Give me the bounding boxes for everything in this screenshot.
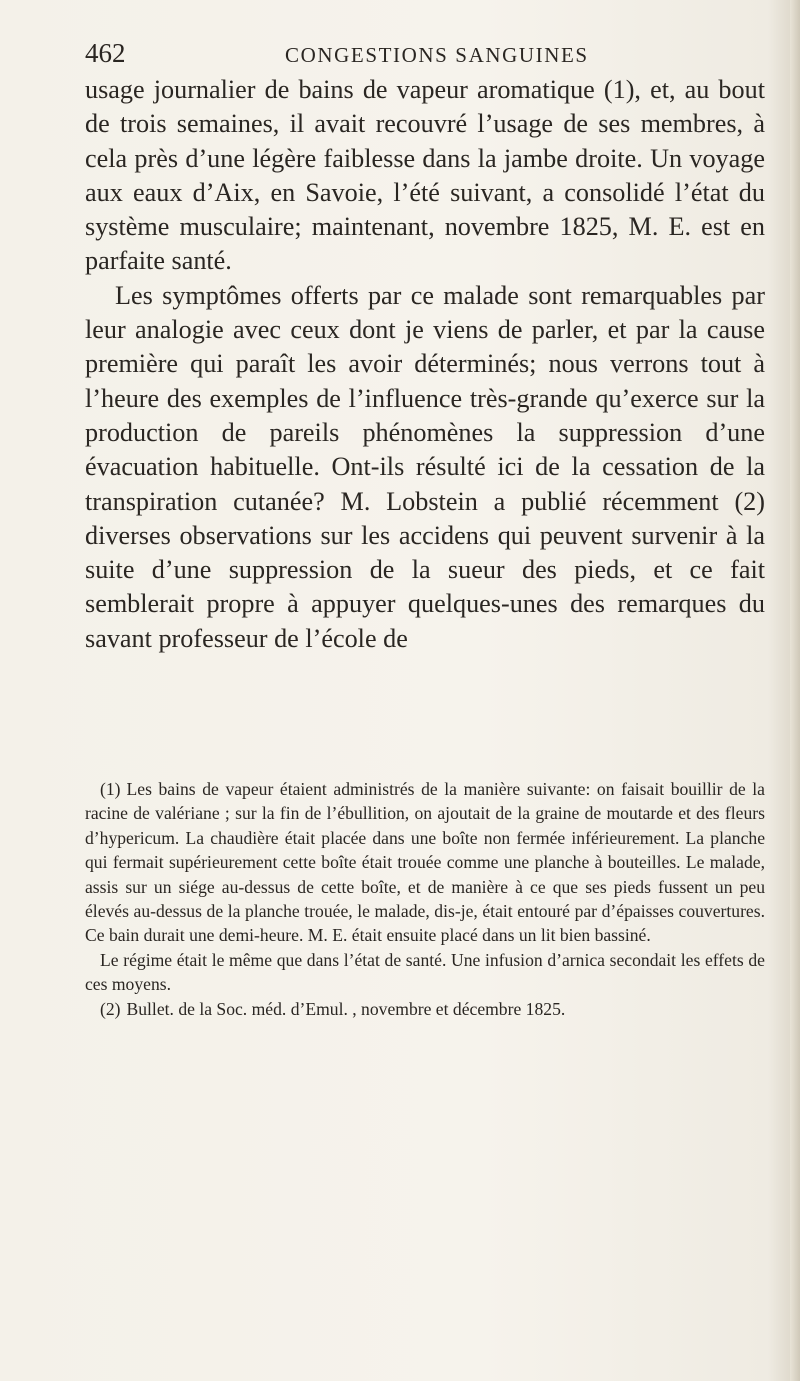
page-number: 462 [85,38,126,68]
footnote-1-text: Les bains de vapeur étaient administrés de la manière suivante: on faisait bouillir de la racine de valériane ; sur la fin de l’ébullition, on ajoutait de la graine de moutarde et des fleurs d’hypericum. La chaudière était placée dans une boîte non fermée inférieurement. La planche qui fermait supérieurement cette boîte était trouée comme une planche à bouteilles. Le malade, assis sur un siége au-dessus de cette boîte, et de manière à ce que ses pieds fussent un peu élevés au-dessus de la planche trouée, le malade, dis-je, était entouré par d’épaisses couvertures. Ce bain durait une demi-heure. M. E. était ensuite placé dans un lit bien bassiné. [85,779,765,946]
paragraph-2: Les symptômes offerts par ce malade sont remarquables par leur analogie avec ceux dont je viens de parler, et par la cause première qui paraît les avoir déterminés; nous verrons tout à l’heure des exemples de l’influence très-grande qu’exerce sur la production de pareils phénomènes la suppression d’une évacuation habituelle. Ont-ils résulté ici de la cessation de la transpiration cutanée? M. Lobstein a publié récemment (2) diverses observations sur les accidens qui peuvent survenir à la suite d’une suppression de la sueur des pieds, et ce fait semblerait propre à appuyer quelques-unes des remarques du savant professeur de l’école de [85,280,765,653]
footnotes [85,777,765,1021]
running-title: CONGESTIONS SANGUINES [285,43,589,67]
footnote-1 [85,777,765,948]
footnote-1-continuation-text: Le régime était le même que dans l’état de santé. Une infusion d’arnica secondait les effets de ces moyens. [85,949,765,995]
paragraph-1: usage journalier de bains de vapeur aromatique (1), et, au bout de trois semaines, il avait recouvré l’usage de ses membres, à cela près d’une légère faiblesse dans la jambe droite. Un voyage aux eaux d’Aix, en Savoie, l’été suivant, a consolidé l’état du système musculaire; maintenant, novembre 1825, M. E. est en parfaite santé. [85,75,765,276]
page-header [85,38,745,78]
main-text [85,73,765,656]
footnote-1-marker: (1) [100,779,121,799]
page-edge-shadow [790,0,800,1381]
footnote-2-text: Bullet. de la Soc. méd. d’Emul. , novembre et décembre 1825. [126,998,566,1019]
footnote-2 [85,997,765,1021]
footnote-1-continuation [85,948,765,997]
footnote-2-marker: (2) [100,998,121,1019]
